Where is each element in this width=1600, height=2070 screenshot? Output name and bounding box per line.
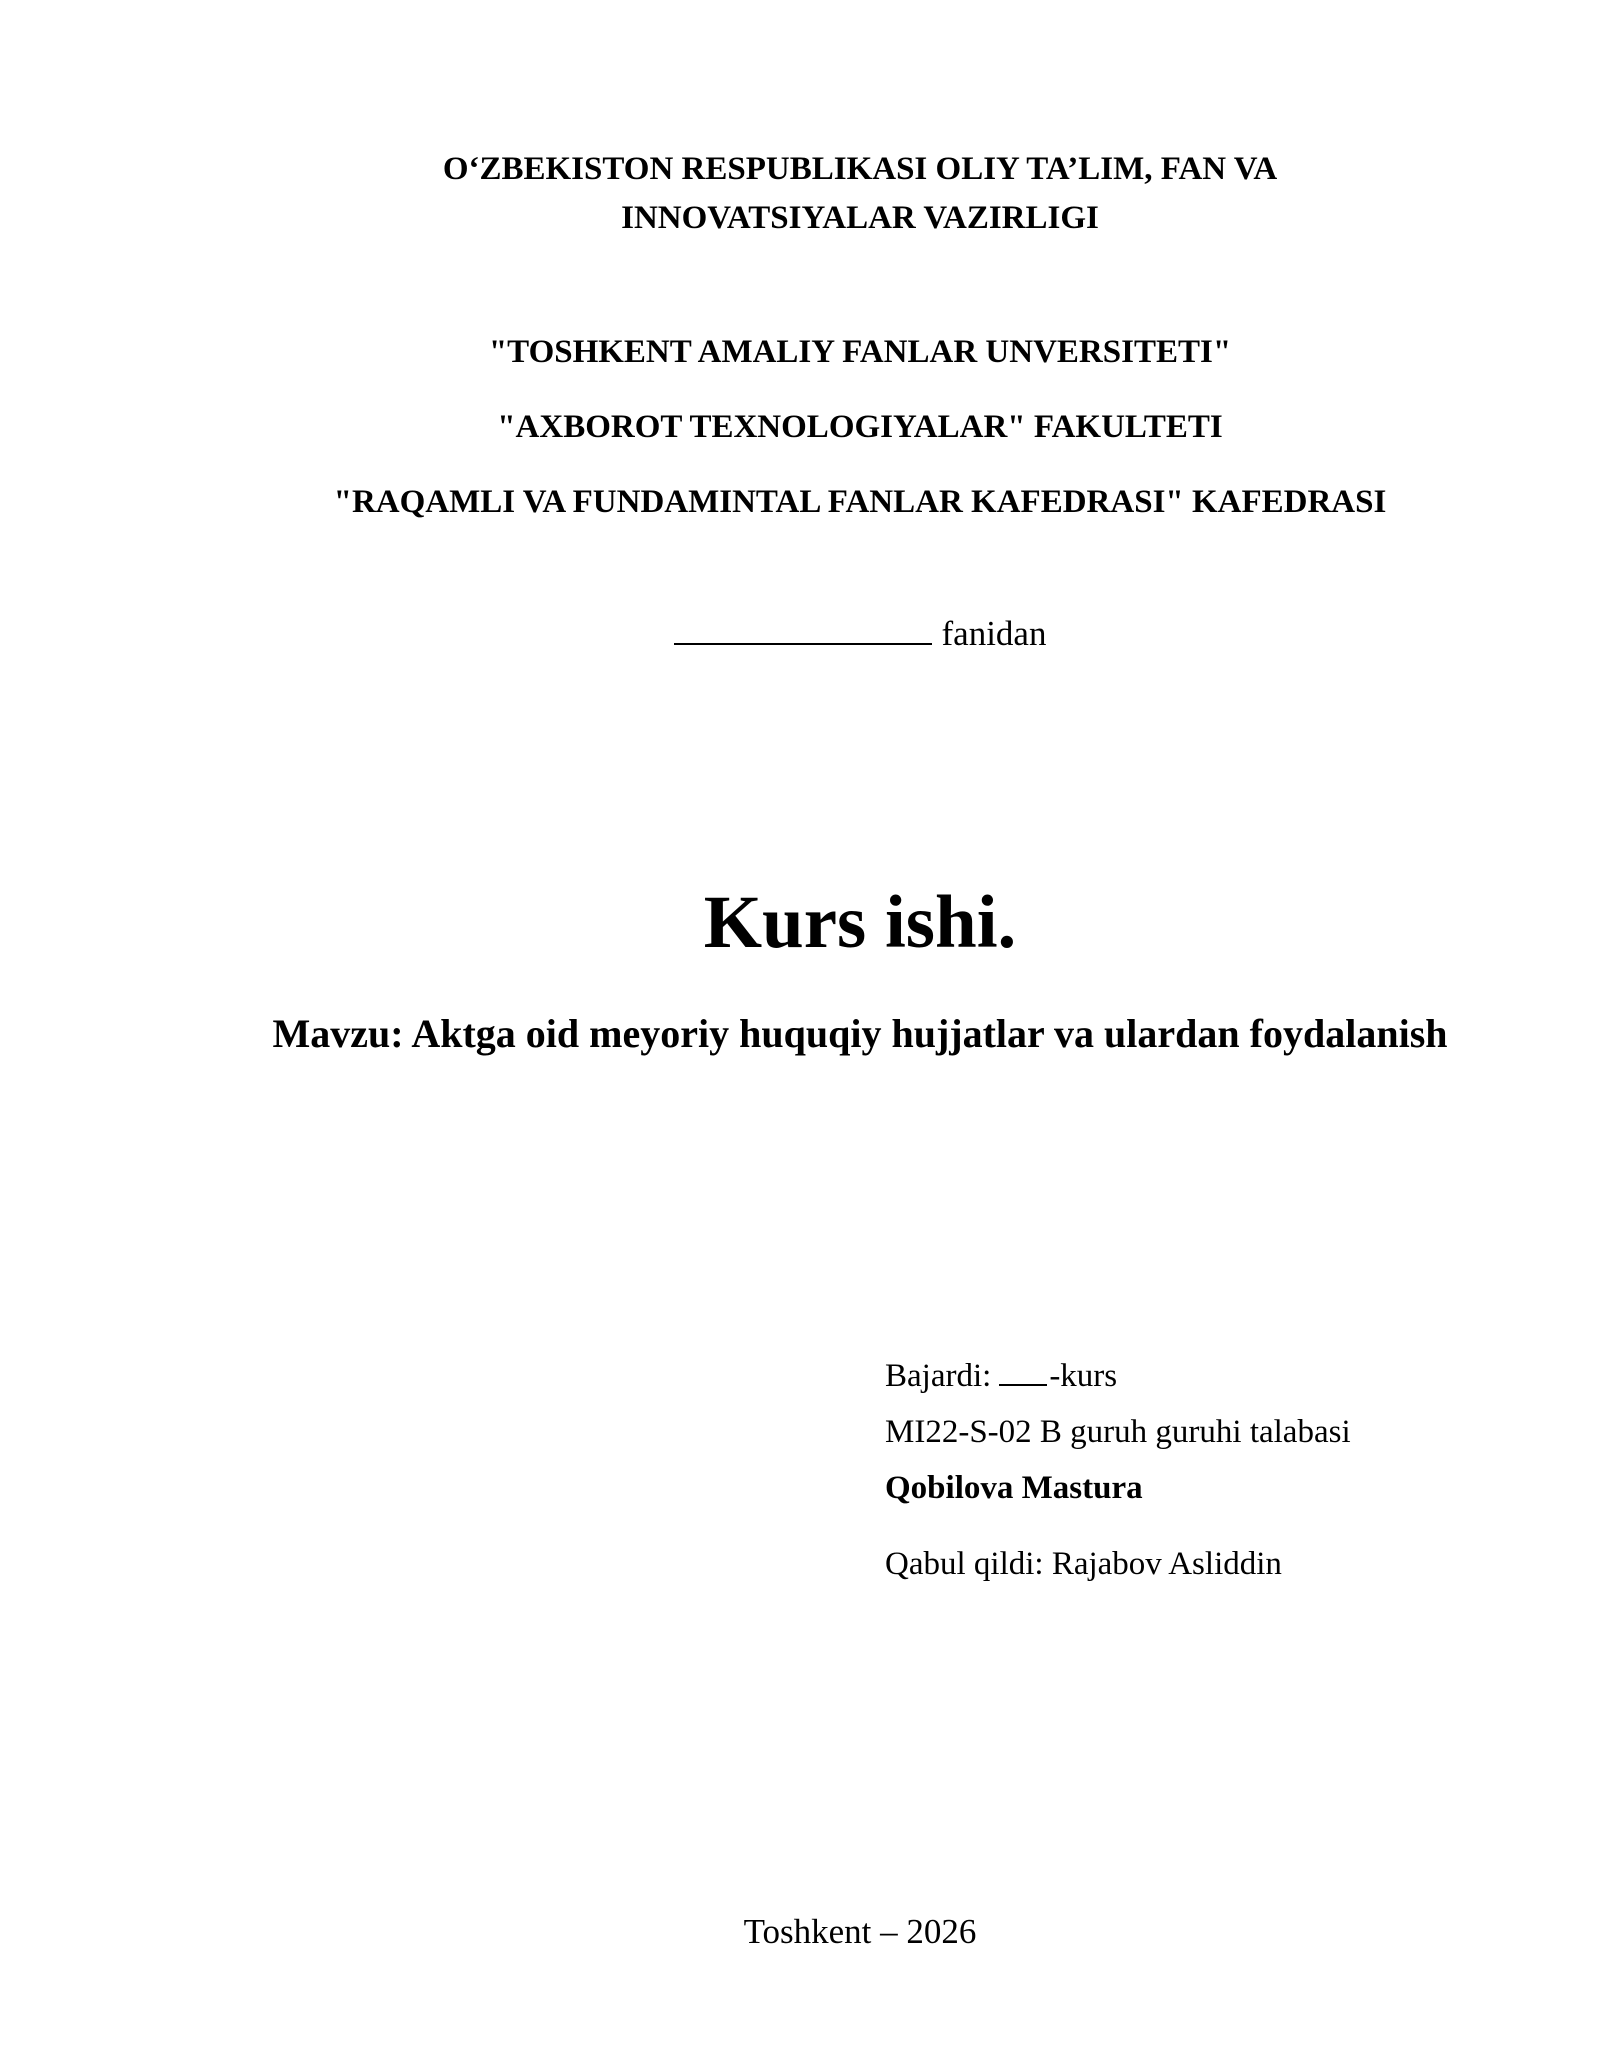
student-name: Qobilova Mastura bbox=[885, 1470, 1143, 1506]
subject-line bbox=[0, 611, 1600, 654]
ministry-title bbox=[0, 145, 1600, 243]
course-suffix: -kurs bbox=[1049, 1358, 1118, 1394]
faculty-name: "AXBOROT TEXNOLOGIYALAR" FAKULTETI bbox=[497, 409, 1223, 445]
ministry-line-2: INNOVATSIYALAR VAZIRLIGI bbox=[621, 200, 1099, 236]
group-line: MI22-S-02 B guruh guruhi talabasi bbox=[885, 1414, 1351, 1450]
ministry-line-1: O‘ZBEKISTON RESPUBLIKASI OLIY TA’LIM, FAN VA bbox=[442, 151, 1278, 187]
department-name: "RAQAMLI VA FUNDAMINTAL FANLAR KAFEDRASI" KAFEDRASI bbox=[333, 484, 1387, 520]
university-name: "TOSHKENT AMALIY FANLAR UNVERSITETI" bbox=[488, 334, 1232, 370]
city-year: Toshkent – 2026 bbox=[743, 1912, 977, 1951]
subject-blank bbox=[674, 611, 932, 645]
performed-label: Bajardi: bbox=[885, 1358, 992, 1394]
course-blank bbox=[999, 1360, 1047, 1386]
accepted-by-line: Qabul qildi: Rajabov Asliddin bbox=[885, 1546, 1282, 1582]
performed-line bbox=[885, 1348, 1351, 1404]
document-type-title: Kurs ishi. bbox=[703, 881, 1017, 964]
topic-title: Mavzu: Aktga oid meyoriy huquqiy hujjatlar va ulardan foydalanish bbox=[272, 1011, 1448, 1056]
author-info-block bbox=[885, 1348, 1351, 1592]
subject-suffix: fanidan bbox=[941, 614, 1047, 653]
